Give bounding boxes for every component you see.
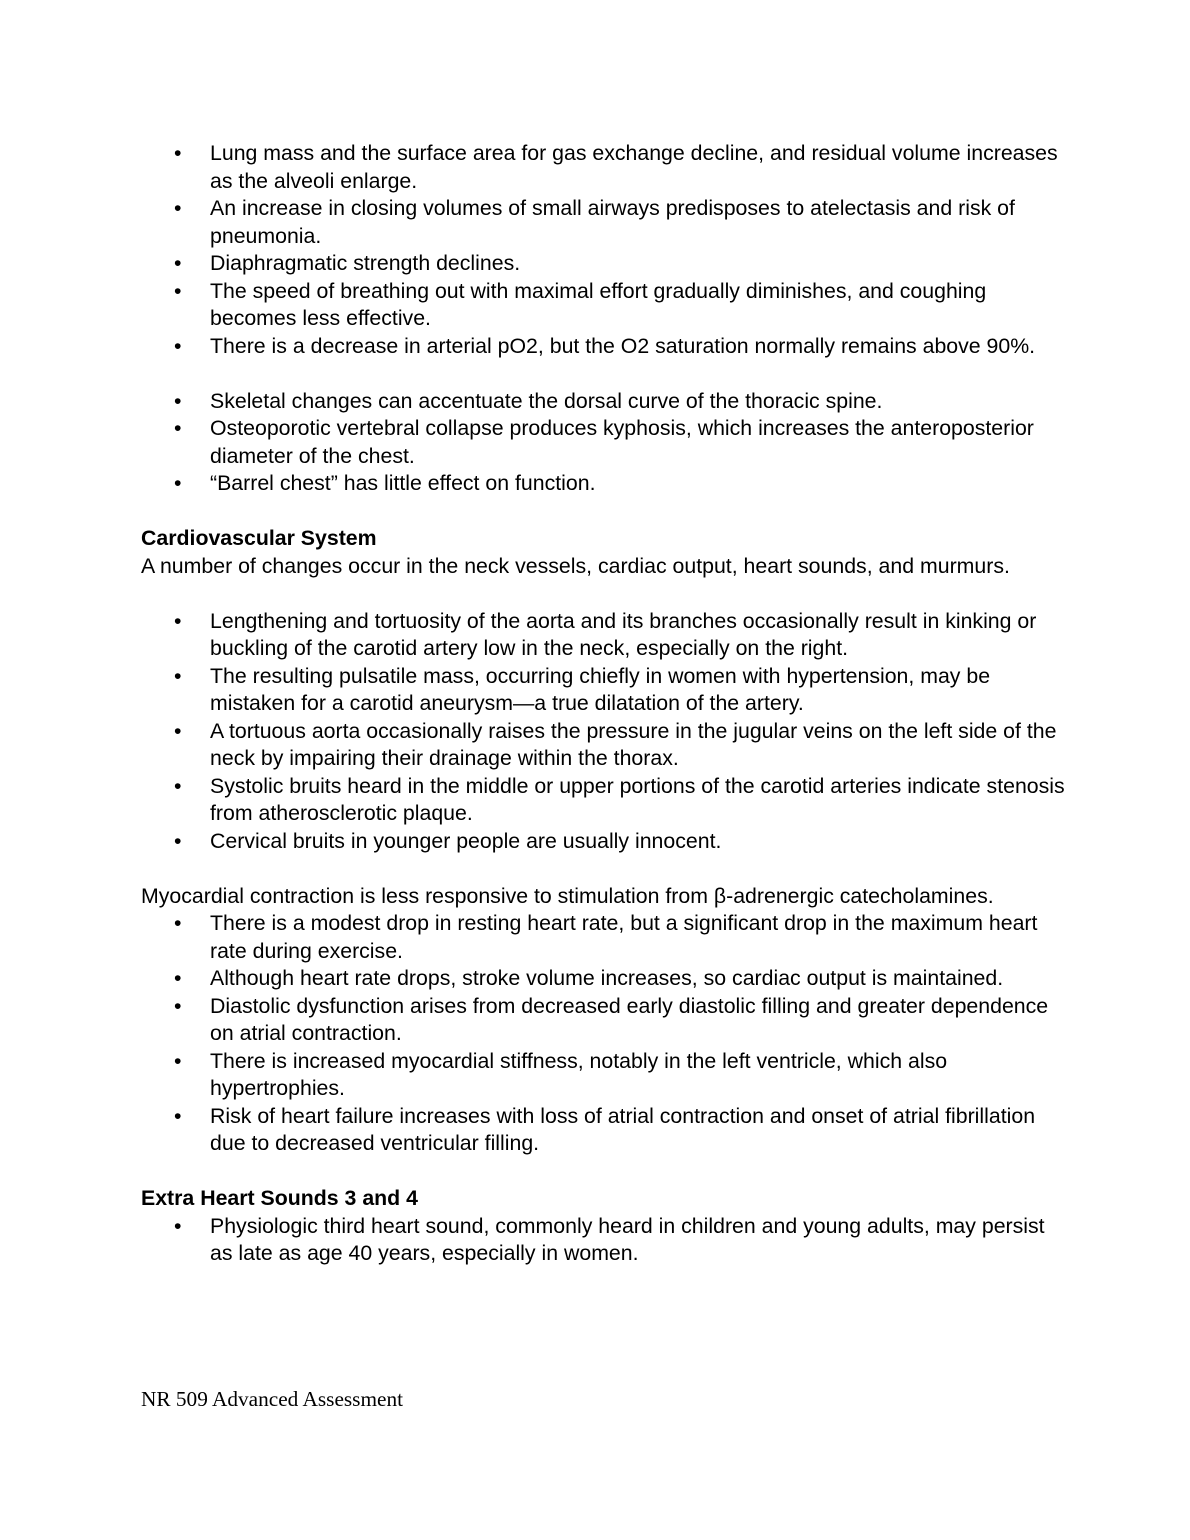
skeletal-changes-list (141, 388, 1071, 498)
myocardial-list (141, 910, 1071, 1158)
list-item: • Cervical bruits in younger people are usually innocent. (141, 828, 1071, 856)
list-item: • Diaphragmatic strength declines. (141, 250, 1071, 278)
spacer (141, 1158, 1071, 1186)
cardiovascular-heading: Cardiovascular System (141, 526, 377, 550)
cardiovascular-intro: A number of changes occur in the neck vessels, cardiac output, heart sounds, and murmurs. (141, 553, 1010, 578)
list-item: • The resulting pulsatile mass, occurring chiefly in women with hypertension, may be mistaken for a carotid aneurysm—a true dilatation of the artery. (141, 663, 1071, 718)
respiratory-changes-list (141, 140, 1071, 360)
list-item: • An increase in closing volumes of small airways predisposes to atelectasis and risk of pneumonia. (141, 195, 1071, 250)
list-item: • “Barrel chest” has little effect on function. (141, 470, 1071, 498)
list-item: • Osteoporotic vertebral collapse produces kyphosis, which increases the anteroposterior diameter of the chest. (141, 415, 1071, 470)
spacer (141, 498, 1071, 526)
list-item: • Lengthening and tortuosity of the aorta and its branches occasionally result in kinking or buckling of the carotid artery low in the neck, especially on the right. (141, 608, 1071, 663)
extra-heart-sounds-heading: Extra Heart Sounds 3 and 4 (141, 1186, 418, 1210)
list-item: • Systolic bruits heard in the middle or upper portions of the carotid arteries indicate stenosis from atherosclerotic plaque. (141, 773, 1071, 828)
list-item: • Although heart rate drops, stroke volume increases, so cardiac output is maintained. (141, 965, 1071, 993)
spacer (141, 360, 1071, 388)
list-item: • Lung mass and the surface area for gas exchange decline, and residual volume increases as the alveoli enlarge. (141, 140, 1071, 195)
neck-vessel-list (141, 608, 1071, 856)
spacer (141, 855, 1071, 883)
spacer (141, 580, 1071, 608)
document-body (141, 140, 1071, 1268)
list-item: • Risk of heart failure increases with loss of atrial contraction and onset of atrial fibrillation due to decreased ventricular filling. (141, 1103, 1071, 1158)
extra-heart-sounds-list (141, 1213, 1071, 1268)
myocardial-intro: Myocardial contraction is less responsive to stimulation from β-adrenergic catecholamines. (141, 883, 994, 908)
list-item: • Diastolic dysfunction arises from decreased early diastolic filling and greater dependence on atrial contraction. (141, 993, 1071, 1048)
list-item: • The speed of breathing out with maximal effort gradually diminishes, and coughing becomes less effective. (141, 278, 1071, 333)
list-item: • Skeletal changes can accentuate the dorsal curve of the thoracic spine. (141, 388, 1071, 416)
list-item: • There is a decrease in arterial pO2, but the O2 saturation normally remains above 90%. (141, 333, 1071, 361)
list-item: • There is a modest drop in resting heart rate, but a significant drop in the maximum heart rate during exercise. (141, 910, 1071, 965)
list-item: • There is increased myocardial stiffness, notably in the left ventricle, which also hypertrophies. (141, 1048, 1071, 1103)
list-item: • Physiologic third heart sound, commonly heard in children and young adults, may persist as late as age 40 years, especially in women. (141, 1213, 1071, 1268)
list-item: • A tortuous aorta occasionally raises the pressure in the jugular veins on the left side of the neck by impairing their drainage within the thorax. (141, 718, 1071, 773)
page-footer: NR 509 Advanced Assessment (141, 1387, 404, 1411)
